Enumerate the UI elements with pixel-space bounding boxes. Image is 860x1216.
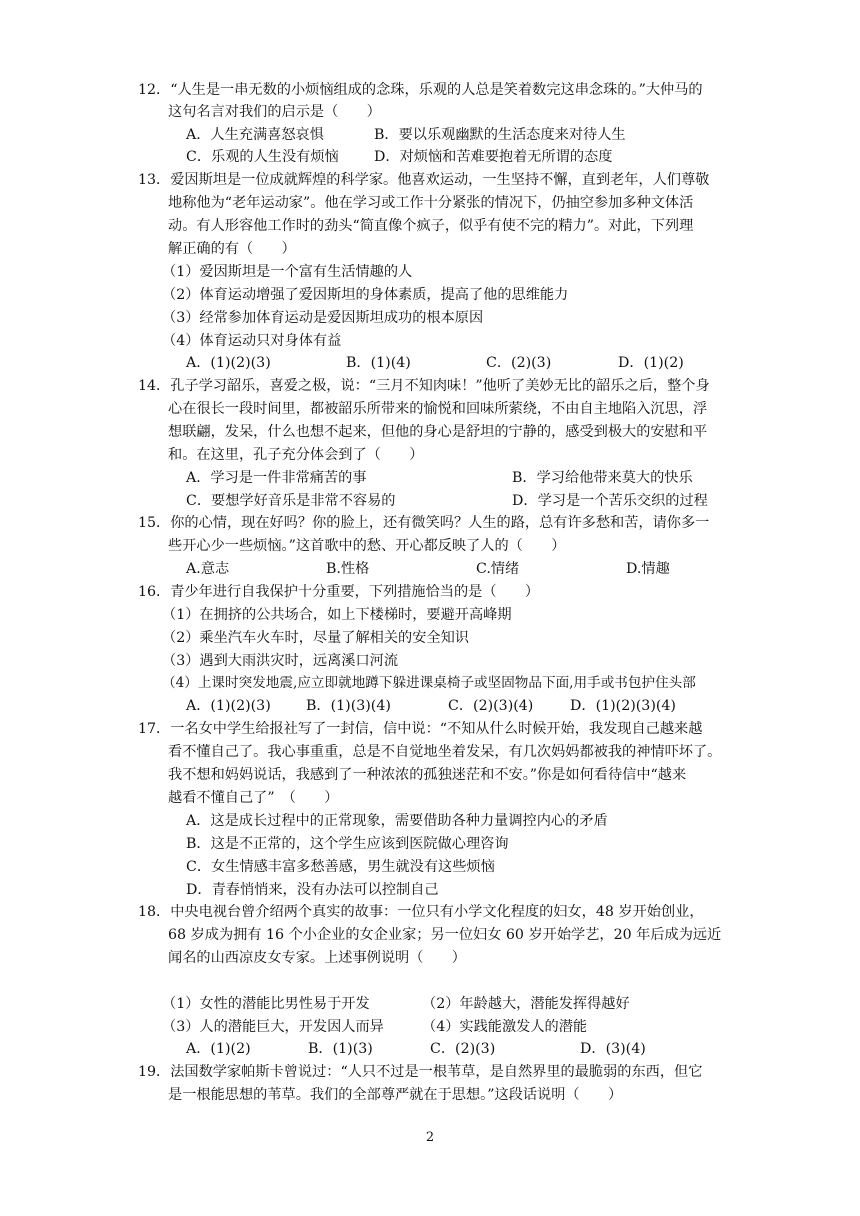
q15-options-row xyxy=(186,558,746,580)
q16-option-d: D．(1)(2)(3)(4) xyxy=(570,698,676,714)
q14-option-a: A．学习是一件非常痛苦的事 xyxy=(186,470,367,486)
q17-stem-line1: 17．一名女中学生给报社写了一封信，信中说：“不知从什么时候开始，我发现自己越来越 xyxy=(138,721,703,737)
q17-option-a: A．这是成长过程中的正常现象，需要借助各种力量调控内心的矛盾 xyxy=(186,813,608,829)
q13-option-a: A．(1)(2)(3) xyxy=(186,355,271,371)
q12-stem-line2: 这句名言对我们的启示是（ ） xyxy=(168,104,381,120)
q16-option-a: A．(1)(2)(3) xyxy=(186,698,271,714)
q18-stem-line3: 闻名的山西凉皮女专家。上述事例说明（ ） xyxy=(168,950,466,966)
q17-option-d: D．青春悄悄来，没有办法可以控制自己 xyxy=(186,882,439,898)
q16-statement-3: （3）遇到大雨洪灾时，远离溪口河流 xyxy=(162,653,399,669)
q18-statements-row1 xyxy=(162,993,722,1015)
q14-stem-line1: 14．孔子学习韶乐，喜爱之极，说：“三月不知肉味！”他听了美妙无比的韶乐之后，整个身 xyxy=(138,378,710,394)
q16-option-c: C．(2)(3)(4) xyxy=(448,698,534,714)
q15-option-b: B.性格 xyxy=(326,561,370,577)
q17-option-c: C．女生情感丰富多愁善感，男生就没有这些烦恼 xyxy=(186,859,495,875)
q14-option-d: D．学习是一个苦乐交织的过程 xyxy=(512,493,708,509)
q18-option-c: C．(2)(3) xyxy=(430,1041,496,1057)
q14-option-c: C．要想学好音乐是非常不容易的 xyxy=(186,493,396,509)
q13-option-b: B．(1)(4) xyxy=(346,355,411,371)
q18-stem-line2: 68 岁成为拥有 16 个小企业的女企业家；另一位妇女 60 岁开始学艺，20 年后成为远近 xyxy=(168,927,722,943)
q14-stem-line4: 和。在这里，孔子充分体会到了（ ） xyxy=(168,447,424,463)
q15-option-c: C.情绪 xyxy=(476,561,520,577)
q14-option-b: B．学习给他带来莫大的快乐 xyxy=(512,470,693,486)
q17-stem-line4: 越看不懂自己了” （ ） xyxy=(168,790,339,806)
q17-option-b: B．这是不正常的，这个学生应该到医院做心理咨询 xyxy=(186,836,509,852)
q19-stem-line1: 19．法国数学家帕斯卡曾说过：“人只不过是一根苇草，是自然界里的最脆弱的东西，但它 xyxy=(138,1064,703,1080)
q14-stem-line2: 心在很长一段时间里，都被韶乐所带来的愉悦和回味所萦绕，不由自主地陷入沉思，浮 xyxy=(168,401,708,417)
q13-statement-2: （2）体育运动增强了爱因斯坦的身体素质，提高了他的思维能力 xyxy=(162,287,569,303)
q13-option-d: D．(1)(2) xyxy=(618,355,684,371)
q13-statement-1: （1）爱因斯坦是一个富有生活情趣的人 xyxy=(162,264,413,280)
q15-option-d: D.情趣 xyxy=(626,561,670,577)
q14-stem-line3: 想联翩，发呆，什么也想不起来，但他的身心是舒坦的宁静的，感受到极大的安慰和平 xyxy=(168,424,708,440)
q18-option-a: A．(1)(2) xyxy=(186,1041,251,1057)
q17-stem-line2: 看不懂自己了。我心事重重，总是不自觉地坐着发呆，有几次妈妈都被我的神情吓坏了。 xyxy=(168,744,722,760)
q12-options-row2 xyxy=(186,146,746,168)
q12-option-c: C．乐观的人生没有烦恼 xyxy=(186,149,339,165)
q13-stem-line2: 地称他为“老年运动家”。他在学习或工作十分紧张的情况下，仍抽空参加多种文体活 xyxy=(168,195,694,211)
q13-stem-line1: 13．爱因斯坦是一位成就辉煌的科学家。他喜欢运动，一生坚持不懈，直到老年，人们尊敬 xyxy=(138,172,710,188)
q13-option-c: C．(2)(3) xyxy=(486,355,552,371)
q14-options-row2 xyxy=(186,490,746,512)
q15-stem-line1: 15．你的心情，现在好吗？你的脸上，还有微笑吗？人生的路，总有许多愁和苦，请你多一 xyxy=(138,515,710,531)
q15-option-a: A.意志 xyxy=(186,561,230,577)
q18-statement-2: （2）年龄越大，潜能发挥得越好 xyxy=(422,996,630,1012)
q16-stem-line1: 16．青少年进行自我保护十分重要，下列措施恰当的是（ ） xyxy=(138,584,540,600)
q15-stem-line2: 些开心少一些烦恼。”这首歌中的愁、开心都反映了人的（ ） xyxy=(168,538,566,554)
q18-statement-3: （3）人的潜能巨大，开发因人而异 xyxy=(162,1019,384,1035)
q17-stem-line3: 我不想和妈妈说话，我感到了一种浓浓的孤独迷茫和不安。”你是如何看待信中“越来 xyxy=(168,767,687,783)
q18-stem-line1: 18．中央电视台曾介绍两个真实的故事：一位只有小学文化程度的妇女，48 岁开始创业， xyxy=(138,904,704,920)
q12-stem-line1: 12．“人生是一串无数的小烦恼组成的念珠，乐观的人总是笑着数完这串念珠的。”大仲马的 xyxy=(138,82,703,98)
q16-option-b: B．(1)(3)(4) xyxy=(306,698,391,714)
q16-statement-4: （4）上课时突发地震,应立即就地蹲下躲进课桌椅子或坚固物品下面,用手或书包护住头部 xyxy=(162,675,696,691)
q18-option-b: B．(1)(3) xyxy=(308,1041,373,1057)
q18-option-d: D．(3)(4) xyxy=(580,1041,646,1057)
q13-stem-line3: 动。有人形容他工作时的劲头“简直像个疯子，似乎有使不完的精力”。对此，下列理 xyxy=(168,218,694,234)
q12-option-a: A．人生充满喜怒哀惧 xyxy=(186,127,324,143)
q16-statement-1: （1）在拥挤的公共场合，如上下楼梯时，要避开高峰期 xyxy=(162,607,512,623)
q12-option-b: B．要以乐观幽默的生活态度来对待人生 xyxy=(374,127,626,143)
q12-options-row1 xyxy=(186,124,746,146)
q13-options-row xyxy=(186,352,746,374)
q19-stem-line2: 是一根能思想的苇草。我们的全部尊严就在于思想。”这段话说明（ ） xyxy=(168,1087,623,1103)
q12-option-d: D．对烦恼和苦难要抱着无所谓的态度 xyxy=(374,149,613,165)
q16-options-row xyxy=(186,695,746,717)
q13-stem-line4: 解正确的有（ ） xyxy=(168,241,296,257)
q14-options-row1 xyxy=(186,467,746,489)
q18-statement-1: （1）女性的潜能比男性易于开发 xyxy=(162,996,370,1012)
q18-options-row xyxy=(186,1038,746,1060)
page-number: 2 xyxy=(425,1130,435,1145)
q16-statement-2: （2）乘坐汽车火车时，尽量了解相关的安全知识 xyxy=(162,630,469,646)
q18-statement-4: （4）实践能激发人的潜能 xyxy=(422,1019,588,1035)
q13-statement-3: （3）经常参加体育运动是爱因斯坦成功的根本原因 xyxy=(162,310,484,326)
q13-statement-4: （4）体育运动只对身体有益 xyxy=(162,333,342,349)
q18-statements-row2 xyxy=(162,1016,722,1038)
